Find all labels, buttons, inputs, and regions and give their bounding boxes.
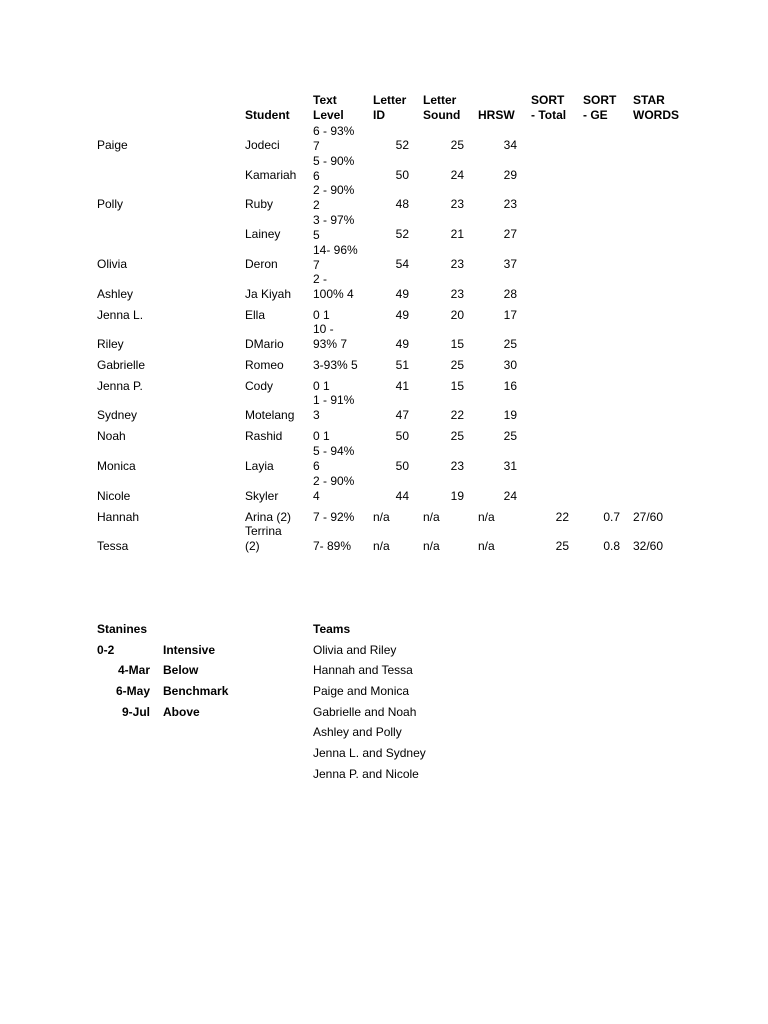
table-cell-letter-sound: 25	[450, 358, 464, 372]
table-cell-student: Rashid	[245, 429, 283, 443]
table-cell-student: Jodeci	[245, 138, 280, 152]
header-text-level: Text Level	[313, 93, 344, 122]
stanine-range: 4-Mar	[117, 663, 150, 677]
table-cell-hrsw: n/a	[478, 539, 495, 553]
table-cell-student: Kamariah	[245, 168, 297, 182]
table-cell-letter-sound: 23	[450, 197, 464, 211]
table-cell-hrsw: 29	[503, 168, 517, 182]
table-cell-partner: Monica	[97, 459, 136, 473]
table-cell-text-level: 14- 96% 7	[313, 243, 358, 272]
team-item: Gabrielle and Noah	[313, 705, 417, 719]
table-cell-hrsw: 25	[503, 429, 517, 443]
table-cell-hrsw: 19	[503, 408, 517, 422]
stanine-label: Benchmark	[163, 684, 229, 698]
team-item: Hannah and Tessa	[313, 663, 413, 677]
table-cell-letter-id: 49	[395, 337, 409, 351]
table-cell-star-words: 27/60	[633, 510, 664, 524]
table-cell-student: Terrina (2)	[245, 524, 282, 553]
table-cell-hrsw: 34	[503, 138, 517, 152]
table-cell-letter-sound: 15	[450, 337, 464, 351]
table-cell-text-level: 5 - 90% 6	[313, 154, 355, 183]
header-sort-ge: SORT - GE	[583, 93, 617, 122]
table-cell-letter-sound: 23	[450, 257, 464, 271]
table-cell-hrsw: 31	[503, 459, 517, 473]
stanine-label: Below	[163, 663, 199, 677]
table-cell-partner: Noah	[97, 429, 126, 443]
table-cell-partner: Gabrielle	[97, 358, 146, 372]
table-cell-partner: Olivia	[97, 257, 128, 271]
table-cell-star-words: 32/60	[633, 539, 664, 553]
table-cell-hrsw: 30	[503, 358, 517, 372]
stanines-title: Stanines	[97, 622, 148, 636]
team-item: Ashley and Polly	[313, 725, 402, 739]
table-cell-text-level: 7- 89%	[313, 539, 352, 553]
table-cell-text-level: 0 1	[313, 429, 330, 443]
table-cell-text-level: 10 - 93% 7	[313, 322, 348, 351]
table-cell-partner: Paige	[97, 138, 128, 152]
header-hrsw: HRSW	[478, 108, 515, 122]
table-cell-letter-id: 49	[395, 287, 409, 301]
table-cell-partner: Ashley	[97, 287, 134, 301]
team-item: Paige and Monica	[313, 684, 410, 698]
table-cell-letter-id: 50	[395, 459, 409, 473]
table-cell-letter-id: 47	[395, 408, 409, 422]
table-cell-sort-total: 25	[555, 539, 569, 553]
table-cell-sort-ge: 0.7	[603, 510, 620, 524]
table-cell-letter-sound: 19	[450, 489, 464, 503]
table-cell-hrsw: 17	[503, 308, 517, 322]
table-cell-letter-id: 50	[395, 168, 409, 182]
table-cell-partner: Jenna L.	[97, 308, 144, 322]
table-cell-text-level: 3 - 97% 5	[313, 213, 355, 242]
table-cell-text-level: 2 - 100% 4	[313, 272, 354, 301]
table-cell-text-level: 0 1	[313, 308, 330, 322]
table-cell-hrsw: n/a	[478, 510, 495, 524]
table-cell-partner: Hannah	[97, 510, 140, 524]
table-cell-student: Motelang	[245, 408, 295, 422]
table-cell-letter-id: 41	[395, 379, 409, 393]
table-cell-student: Ruby	[245, 197, 274, 211]
table-cell-letter-sound: 21	[450, 227, 464, 241]
table-cell-student: Deron	[245, 257, 278, 271]
table-cell-text-level: 0 1	[313, 379, 330, 393]
table-cell-student: Ja Kiyah	[245, 287, 292, 301]
table-cell-partner: Polly	[97, 197, 124, 211]
table-cell-student: Cody	[245, 379, 274, 393]
table-cell-hrsw: 16	[503, 379, 517, 393]
table-cell-partner: Sydney	[97, 408, 138, 422]
table-cell-letter-sound: 23	[450, 459, 464, 473]
table-cell-letter-id: 49	[395, 308, 409, 322]
table-cell-partner: Riley	[97, 337, 124, 351]
table-cell-letter-id: 51	[395, 358, 409, 372]
header-student: Student	[245, 108, 290, 122]
table-cell-hrsw: 27	[503, 227, 517, 241]
table-cell-letter-sound: n/a	[423, 510, 440, 524]
table-cell-hrsw: 37	[503, 257, 517, 271]
table-cell-student: Skyler	[245, 489, 279, 503]
header-letter-sound: Letter Sound	[423, 93, 461, 122]
table-cell-text-level: 6 - 93% 7	[313, 124, 355, 153]
table-cell-letter-id: 50	[395, 429, 409, 443]
stanine-range: 0-2	[97, 643, 115, 657]
table-cell-student: Lainey	[245, 227, 281, 241]
table-cell-partner: Nicole	[97, 489, 131, 503]
table-cell-partner: Jenna P.	[97, 379, 143, 393]
table-cell-student: Arina (2)	[245, 510, 292, 524]
table-cell-text-level: 2 - 90% 2	[313, 183, 355, 212]
table-cell-letter-id: n/a	[373, 510, 390, 524]
table-cell-letter-id: n/a	[373, 539, 390, 553]
teams-title: Teams	[313, 622, 351, 636]
table-cell-text-level: 3-93% 5	[313, 358, 358, 372]
team-item: Jenna L. and Sydney	[313, 746, 426, 760]
table-cell-letter-sound: 23	[450, 287, 464, 301]
header-star-words: STAR WORDS	[633, 93, 679, 122]
table-cell-sort-total: 22	[555, 510, 569, 524]
table-cell-text-level: 1 - 91% 3	[313, 393, 355, 422]
table-cell-student: Layia	[245, 459, 274, 473]
stanine-label: Above	[163, 705, 200, 719]
table-cell-partner: Tessa	[97, 539, 129, 553]
team-item: Olivia and Riley	[313, 643, 397, 657]
stanine-label: Intensive	[163, 643, 216, 657]
table-cell-letter-sound: 24	[450, 168, 464, 182]
table-cell-letter-id: 52	[395, 227, 409, 241]
table-cell-hrsw: 23	[503, 197, 517, 211]
table-cell-letter-sound: 15	[450, 379, 464, 393]
table-cell-text-level: 5 - 94% 6	[313, 444, 355, 473]
table-cell-hrsw: 25	[503, 337, 517, 351]
table-cell-text-level: 2 - 90% 4	[313, 474, 355, 503]
table-cell-hrsw: 24	[503, 489, 517, 503]
table-cell-letter-id: 44	[395, 489, 409, 503]
table-cell-student: Ella	[245, 308, 266, 322]
table-cell-letter-sound: n/a	[423, 539, 440, 553]
table-cell-student: DMario	[245, 337, 284, 351]
table-cell-letter-sound: 25	[450, 138, 464, 152]
table-cell-letter-sound: 25	[450, 429, 464, 443]
stanine-range: 6-May	[115, 684, 150, 698]
table-cell-letter-id: 54	[395, 257, 409, 271]
table-cell-sort-ge: 0.8	[603, 539, 620, 553]
table-cell-letter-sound: 22	[450, 408, 464, 422]
header-letter-id: Letter ID	[373, 93, 407, 122]
table-cell-letter-id: 48	[395, 197, 409, 211]
table-cell-student: Romeo	[245, 358, 284, 372]
table-cell-letter-id: 52	[395, 138, 409, 152]
table-cell-text-level: 7 - 92%	[313, 510, 355, 524]
team-item: Jenna P. and Nicole	[313, 767, 419, 781]
table-cell-hrsw: 28	[503, 287, 517, 301]
table-cell-letter-sound: 20	[450, 308, 464, 322]
header-sort-total: SORT - Total	[531, 93, 567, 122]
stanine-range: 9-Jul	[121, 705, 150, 719]
